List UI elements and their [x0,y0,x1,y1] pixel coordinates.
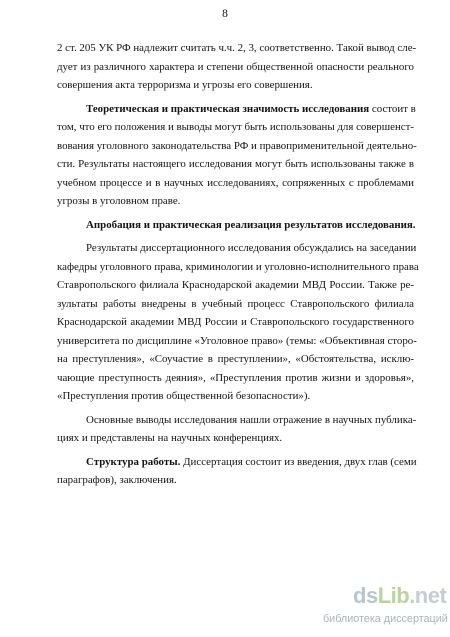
text-run: состоит в [369,102,416,115]
text-line: «Преступления против общественной безопасности»). [57,390,311,402]
text-line: том, что его положения и выводы могут быть использованы для совершенст- [57,121,415,133]
paragraph-approbation [57,239,419,406]
text-line: кафедры уголовного права, криминологии и уголовно-исполнительного права [57,260,419,273]
paragraph-publications [57,411,417,448]
paragraph-approbation-heading [57,216,414,235]
text-line [57,100,414,119]
text-line: сти. Результаты настоящего исследования могут быть использованы также в [57,158,414,170]
paragraph-structure [57,453,417,490]
text-line: на преступления», «Соучастие в преступлении», «Обстоятельства, исклю- [57,353,414,365]
text-line [57,453,417,472]
text-line: чающие преступность деяния», «Преступления против жизни и здоровья», [57,371,414,384]
page-number: 8 [222,8,228,20]
text-line: 2 ст. 205 УК РФ надлежит считать ч.ч. 2, 3, соответственно. Такой вывод сле- [57,42,417,54]
text-line: дует из различного характера и степени общественной опасности реального [57,60,414,73]
text-line: Результаты диссертационного исследования обсуждались на заседании [86,242,417,254]
section-heading-significance: Теоретическая и практическая значимость исследования [86,102,370,115]
document-body [57,39,419,490]
text-line: совершения акта терроризма и угрозы его совершения. [57,79,313,91]
text-line [57,216,414,235]
text-line: параграфов), заключения. [57,474,177,486]
text-line: Ставропольского филиала Краснодарской академии МВД России. Также ре- [57,279,414,291]
dslib-subtitle: библиотека диссертаций [323,613,448,625]
text-line: Основные выводы исследования нашли отражение в научных публика- [86,413,417,426]
text-line: учебном процессе и в научных исследованиях, сопряженных с проблемами [57,176,414,189]
text-line: циях и представлены на научных конференциях. [57,432,283,444]
text-line: вования уголовного законодательства РФ и правоприменительной деятельно- [57,139,417,152]
text-line: университета по дисциплине «Уголовное право» (темы: «Объективная сторо- [57,334,417,347]
text-run: Диссертация состоит из введения, двух глав (семи [180,455,417,468]
section-heading-structure: Структура работы. [86,455,181,468]
paragraph-significance [57,100,417,211]
paragraph-conclusion [57,39,417,95]
section-heading-approbation: Апробация и практическая реализация результатов исследования. [86,218,416,231]
text-line: Краснодарской академии МВД России и Ставропольского государственного [57,316,414,328]
text-line: угрозы в уголовном праве. [57,195,181,207]
text-line: зультаты работы внедрены в учебный процесс Ставропольского филиала [57,297,414,310]
dslib-watermark [323,583,448,633]
dslib-logo: dsLib.net [353,583,447,608]
